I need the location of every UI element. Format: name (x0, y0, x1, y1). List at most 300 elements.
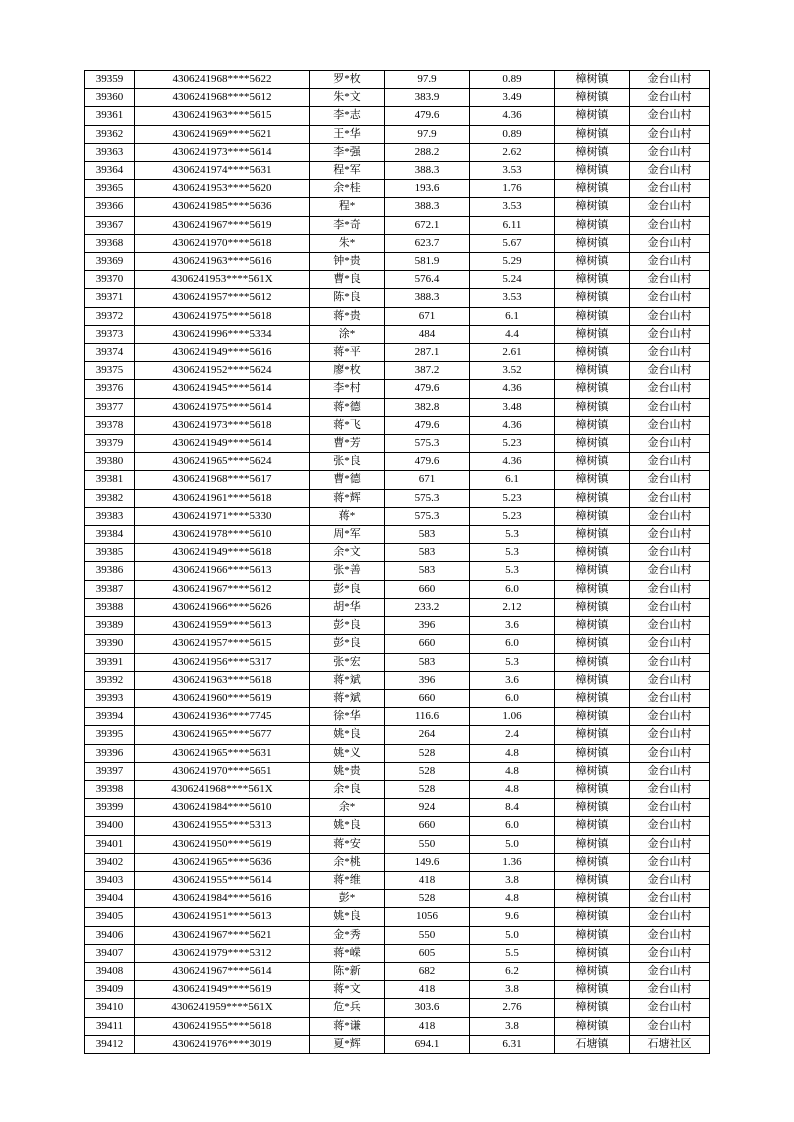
cell-area: 6.1 (470, 307, 555, 325)
cell-village: 金台山村 (630, 325, 710, 343)
table-row (85, 1017, 710, 1035)
cell-id-number: 4306241952****5624 (135, 362, 310, 380)
cell-amount: 528 (385, 744, 470, 762)
beneficiary-table (84, 70, 710, 1054)
cell-area: 1.76 (470, 180, 555, 198)
table-row (85, 981, 710, 999)
cell-seq: 39359 (85, 71, 135, 89)
table-row (85, 162, 710, 180)
cell-id-number: 4306241979****5312 (135, 944, 310, 962)
cell-area: 1.36 (470, 853, 555, 871)
cell-amount: 671 (385, 471, 470, 489)
table-row (85, 198, 710, 216)
cell-name: 蒋*斌 (310, 689, 385, 707)
cell-village: 金台山村 (630, 71, 710, 89)
cell-town: 樟树镇 (555, 744, 630, 762)
cell-id-number: 4306241975****5614 (135, 398, 310, 416)
cell-name: 蒋*贵 (310, 307, 385, 325)
cell-town: 樟树镇 (555, 762, 630, 780)
cell-amount: 97.9 (385, 125, 470, 143)
cell-name: 钟*贵 (310, 253, 385, 271)
cell-village: 金台山村 (630, 744, 710, 762)
cell-village: 金台山村 (630, 890, 710, 908)
cell-village: 金台山村 (630, 435, 710, 453)
cell-village: 金台山村 (630, 817, 710, 835)
cell-id-number: 4306241953****561X (135, 271, 310, 289)
cell-town: 樟树镇 (555, 380, 630, 398)
cell-seq: 39383 (85, 507, 135, 525)
table-row (85, 598, 710, 616)
cell-amount: 479.6 (385, 107, 470, 125)
cell-amount: 576.4 (385, 271, 470, 289)
cell-seq: 39372 (85, 307, 135, 325)
cell-amount: 660 (385, 580, 470, 598)
cell-seq: 39404 (85, 890, 135, 908)
table-row (85, 325, 710, 343)
cell-amount: 528 (385, 762, 470, 780)
cell-town: 樟树镇 (555, 507, 630, 525)
cell-seq: 39389 (85, 617, 135, 635)
cell-village: 石塘社区 (630, 1035, 710, 1053)
cell-seq: 39394 (85, 708, 135, 726)
cell-town: 樟树镇 (555, 617, 630, 635)
cell-village: 金台山村 (630, 344, 710, 362)
table-row (85, 344, 710, 362)
cell-id-number: 4306241965****5631 (135, 744, 310, 762)
cell-seq: 39395 (85, 726, 135, 744)
cell-name: 蒋*德 (310, 398, 385, 416)
cell-area: 2.4 (470, 726, 555, 744)
cell-name: 余*桃 (310, 853, 385, 871)
cell-area: 6.0 (470, 689, 555, 707)
cell-amount: 575.3 (385, 435, 470, 453)
table-row (85, 744, 710, 762)
cell-id-number: 4306241956****5317 (135, 653, 310, 671)
cell-name: 周*军 (310, 526, 385, 544)
cell-town: 樟树镇 (555, 89, 630, 107)
cell-id-number: 4306241967****5614 (135, 962, 310, 980)
cell-village: 金台山村 (630, 307, 710, 325)
cell-village: 金台山村 (630, 362, 710, 380)
cell-amount: 388.3 (385, 289, 470, 307)
cell-amount: 550 (385, 835, 470, 853)
cell-town: 樟树镇 (555, 453, 630, 471)
cell-name: 王*华 (310, 125, 385, 143)
cell-area: 9.6 (470, 908, 555, 926)
cell-town: 樟树镇 (555, 162, 630, 180)
cell-area: 6.11 (470, 216, 555, 234)
table-row (85, 908, 710, 926)
cell-village: 金台山村 (630, 198, 710, 216)
cell-town: 樟树镇 (555, 653, 630, 671)
cell-village: 金台山村 (630, 180, 710, 198)
cell-area: 5.0 (470, 835, 555, 853)
cell-town: 樟树镇 (555, 580, 630, 598)
table-row (85, 562, 710, 580)
cell-village: 金台山村 (630, 380, 710, 398)
cell-village: 金台山村 (630, 471, 710, 489)
cell-name: 胡*华 (310, 598, 385, 616)
cell-id-number: 4306241957****5615 (135, 635, 310, 653)
cell-town: 樟树镇 (555, 180, 630, 198)
cell-area: 2.12 (470, 598, 555, 616)
cell-village: 金台山村 (630, 216, 710, 234)
cell-seq: 39366 (85, 198, 135, 216)
cell-town: 樟树镇 (555, 416, 630, 434)
cell-seq: 39411 (85, 1017, 135, 1035)
cell-area: 4.36 (470, 107, 555, 125)
cell-village: 金台山村 (630, 762, 710, 780)
cell-name: 余*桂 (310, 180, 385, 198)
cell-seq: 39405 (85, 908, 135, 926)
cell-id-number: 4306241960****5619 (135, 689, 310, 707)
cell-area: 4.8 (470, 780, 555, 798)
table-row (85, 216, 710, 234)
cell-id-number: 4306241949****5616 (135, 344, 310, 362)
table-row (85, 999, 710, 1017)
cell-town: 樟树镇 (555, 780, 630, 798)
cell-amount: 660 (385, 635, 470, 653)
cell-name: 张*宏 (310, 653, 385, 671)
cell-id-number: 4306241971****5330 (135, 507, 310, 525)
table-row (85, 853, 710, 871)
cell-area: 6.0 (470, 635, 555, 653)
cell-seq: 39382 (85, 489, 135, 507)
table-row (85, 762, 710, 780)
cell-village: 金台山村 (630, 926, 710, 944)
cell-name: 蒋*文 (310, 981, 385, 999)
table-row (85, 962, 710, 980)
table-row (85, 617, 710, 635)
table-row (85, 544, 710, 562)
cell-seq: 39380 (85, 453, 135, 471)
cell-town: 樟树镇 (555, 853, 630, 871)
cell-amount: 388.3 (385, 198, 470, 216)
cell-seq: 39398 (85, 780, 135, 798)
cell-village: 金台山村 (630, 871, 710, 889)
cell-village: 金台山村 (630, 416, 710, 434)
table-row (85, 780, 710, 798)
cell-town: 樟树镇 (555, 253, 630, 271)
table-row (85, 289, 710, 307)
cell-id-number: 4306241967****5621 (135, 926, 310, 944)
cell-town: 樟树镇 (555, 489, 630, 507)
cell-amount: 418 (385, 981, 470, 999)
cell-town: 樟树镇 (555, 71, 630, 89)
table-row (85, 689, 710, 707)
cell-amount: 479.6 (385, 416, 470, 434)
cell-village: 金台山村 (630, 708, 710, 726)
cell-seq: 39392 (85, 671, 135, 689)
cell-amount: 418 (385, 1017, 470, 1035)
cell-id-number: 4306241984****5616 (135, 890, 310, 908)
cell-seq: 39365 (85, 180, 135, 198)
table-row (85, 671, 710, 689)
cell-name: 蒋* (310, 507, 385, 525)
cell-id-number: 4306241973****5614 (135, 143, 310, 161)
cell-town: 樟树镇 (555, 544, 630, 562)
cell-town: 樟树镇 (555, 289, 630, 307)
cell-town: 樟树镇 (555, 143, 630, 161)
cell-name: 余*文 (310, 544, 385, 562)
cell-id-number: 4306241967****5619 (135, 216, 310, 234)
cell-amount: 479.6 (385, 380, 470, 398)
cell-name: 李*村 (310, 380, 385, 398)
cell-id-number: 4306241975****5618 (135, 307, 310, 325)
cell-seq: 39385 (85, 544, 135, 562)
cell-amount: 396 (385, 671, 470, 689)
cell-amount: 583 (385, 562, 470, 580)
cell-area: 0.89 (470, 71, 555, 89)
cell-name: 姚*贵 (310, 762, 385, 780)
cell-town: 樟树镇 (555, 708, 630, 726)
cell-id-number: 4306241966****5626 (135, 598, 310, 616)
cell-area: 6.0 (470, 817, 555, 835)
cell-id-number: 4306241959****5613 (135, 617, 310, 635)
cell-id-number: 4306241950****5619 (135, 835, 310, 853)
cell-id-number: 4306241968****5612 (135, 89, 310, 107)
cell-amount: 382.8 (385, 398, 470, 416)
cell-id-number: 4306241963****5616 (135, 253, 310, 271)
cell-village: 金台山村 (630, 981, 710, 999)
cell-village: 金台山村 (630, 726, 710, 744)
cell-amount: 623.7 (385, 234, 470, 252)
cell-id-number: 4306241968****5622 (135, 71, 310, 89)
cell-amount: 484 (385, 325, 470, 343)
cell-seq: 39379 (85, 435, 135, 453)
cell-town: 樟树镇 (555, 216, 630, 234)
cell-id-number: 4306241936****7745 (135, 708, 310, 726)
cell-area: 8.4 (470, 799, 555, 817)
cell-area: 5.24 (470, 271, 555, 289)
cell-seq: 39363 (85, 143, 135, 161)
cell-id-number: 4306241959****561X (135, 999, 310, 1017)
cell-id-number: 4306241966****5613 (135, 562, 310, 580)
cell-village: 金台山村 (630, 908, 710, 926)
cell-name: 危*兵 (310, 999, 385, 1017)
cell-id-number: 4306241984****5610 (135, 799, 310, 817)
cell-name: 张*善 (310, 562, 385, 580)
cell-village: 金台山村 (630, 453, 710, 471)
cell-area: 5.23 (470, 489, 555, 507)
cell-name: 彭*良 (310, 617, 385, 635)
cell-name: 程*军 (310, 162, 385, 180)
cell-town: 樟树镇 (555, 835, 630, 853)
table-row (85, 271, 710, 289)
cell-seq: 39360 (85, 89, 135, 107)
cell-town: 樟树镇 (555, 362, 630, 380)
cell-name: 蒋*谦 (310, 1017, 385, 1035)
cell-village: 金台山村 (630, 944, 710, 962)
cell-village: 金台山村 (630, 398, 710, 416)
cell-area: 2.61 (470, 344, 555, 362)
cell-village: 金台山村 (630, 234, 710, 252)
table-row (85, 307, 710, 325)
cell-id-number: 4306241957****5612 (135, 289, 310, 307)
cell-seq: 39400 (85, 817, 135, 835)
cell-amount: 287.1 (385, 344, 470, 362)
cell-area: 5.3 (470, 544, 555, 562)
cell-town: 樟树镇 (555, 234, 630, 252)
cell-amount: 396 (385, 617, 470, 635)
cell-village: 金台山村 (630, 780, 710, 798)
cell-name: 彭*良 (310, 580, 385, 598)
cell-area: 5.29 (470, 253, 555, 271)
cell-village: 金台山村 (630, 853, 710, 871)
cell-name: 陈*良 (310, 289, 385, 307)
cell-town: 樟树镇 (555, 799, 630, 817)
table-row (85, 453, 710, 471)
cell-seq: 39390 (85, 635, 135, 653)
cell-seq: 39386 (85, 562, 135, 580)
cell-amount: 605 (385, 944, 470, 962)
cell-village: 金台山村 (630, 507, 710, 525)
cell-village: 金台山村 (630, 162, 710, 180)
cell-id-number: 4306241951****5613 (135, 908, 310, 926)
cell-name: 彭* (310, 890, 385, 908)
cell-amount: 383.9 (385, 89, 470, 107)
cell-id-number: 4306241955****5618 (135, 1017, 310, 1035)
cell-amount: 418 (385, 871, 470, 889)
cell-area: 3.53 (470, 162, 555, 180)
cell-seq: 39384 (85, 526, 135, 544)
cell-amount: 671 (385, 307, 470, 325)
cell-village: 金台山村 (630, 107, 710, 125)
cell-seq: 39368 (85, 234, 135, 252)
cell-area: 4.8 (470, 890, 555, 908)
cell-area: 5.3 (470, 562, 555, 580)
cell-name: 曹*德 (310, 471, 385, 489)
cell-name: 李*强 (310, 143, 385, 161)
table-row (85, 253, 710, 271)
cell-seq: 39393 (85, 689, 135, 707)
cell-seq: 39399 (85, 799, 135, 817)
cell-name: 姚*良 (310, 726, 385, 744)
cell-id-number: 4306241965****5624 (135, 453, 310, 471)
cell-town: 樟树镇 (555, 926, 630, 944)
cell-town: 樟树镇 (555, 307, 630, 325)
cell-seq: 39364 (85, 162, 135, 180)
cell-name: 曹*芳 (310, 435, 385, 453)
cell-village: 金台山村 (630, 799, 710, 817)
cell-name: 余*良 (310, 780, 385, 798)
cell-area: 3.8 (470, 871, 555, 889)
cell-town: 樟树镇 (555, 398, 630, 416)
table-row (85, 580, 710, 598)
cell-village: 金台山村 (630, 835, 710, 853)
cell-name: 蒋*嵘 (310, 944, 385, 962)
cell-amount: 233.2 (385, 598, 470, 616)
cell-area: 6.0 (470, 580, 555, 598)
cell-amount: 193.6 (385, 180, 470, 198)
table-row (85, 435, 710, 453)
table-row (85, 1035, 710, 1053)
cell-seq: 39396 (85, 744, 135, 762)
cell-name: 程* (310, 198, 385, 216)
table-row (85, 489, 710, 507)
cell-town: 樟树镇 (555, 817, 630, 835)
cell-name: 蒋*斌 (310, 671, 385, 689)
cell-area: 5.3 (470, 653, 555, 671)
cell-village: 金台山村 (630, 289, 710, 307)
cell-name: 罗*枚 (310, 71, 385, 89)
cell-id-number: 4306241955****5313 (135, 817, 310, 835)
cell-village: 金台山村 (630, 580, 710, 598)
cell-village: 金台山村 (630, 999, 710, 1017)
cell-id-number: 4306241965****5636 (135, 853, 310, 871)
cell-name: 彭*良 (310, 635, 385, 653)
cell-name: 蒋*维 (310, 871, 385, 889)
cell-name: 蒋*平 (310, 344, 385, 362)
cell-id-number: 4306241974****5631 (135, 162, 310, 180)
cell-amount: 583 (385, 526, 470, 544)
cell-name: 张*良 (310, 453, 385, 471)
cell-seq: 39373 (85, 325, 135, 343)
cell-amount: 387.2 (385, 362, 470, 380)
cell-amount: 660 (385, 689, 470, 707)
cell-town: 樟树镇 (555, 944, 630, 962)
cell-village: 金台山村 (630, 562, 710, 580)
cell-seq: 39403 (85, 871, 135, 889)
cell-village: 金台山村 (630, 489, 710, 507)
table-row (85, 71, 710, 89)
cell-area: 3.6 (470, 617, 555, 635)
table-row (85, 89, 710, 107)
cell-area: 6.2 (470, 962, 555, 980)
cell-id-number: 4306241945****5614 (135, 380, 310, 398)
cell-amount: 575.3 (385, 507, 470, 525)
cell-seq: 39378 (85, 416, 135, 434)
cell-town: 樟树镇 (555, 125, 630, 143)
cell-area: 3.48 (470, 398, 555, 416)
cell-area: 5.3 (470, 526, 555, 544)
table-row (85, 926, 710, 944)
cell-village: 金台山村 (630, 962, 710, 980)
cell-town: 樟树镇 (555, 344, 630, 362)
cell-village: 金台山村 (630, 671, 710, 689)
cell-name: 曹*良 (310, 271, 385, 289)
cell-area: 4.4 (470, 325, 555, 343)
cell-town: 樟树镇 (555, 981, 630, 999)
cell-seq: 39376 (85, 380, 135, 398)
cell-id-number: 4306241955****5614 (135, 871, 310, 889)
cell-town: 樟树镇 (555, 198, 630, 216)
cell-amount: 1056 (385, 908, 470, 926)
cell-area: 5.5 (470, 944, 555, 962)
cell-amount: 528 (385, 890, 470, 908)
cell-name: 蒋*安 (310, 835, 385, 853)
cell-name: 夏*辉 (310, 1035, 385, 1053)
cell-id-number: 4306241963****5618 (135, 671, 310, 689)
table-row (85, 143, 710, 161)
cell-name: 朱* (310, 234, 385, 252)
cell-town: 石塘镇 (555, 1035, 630, 1053)
cell-area: 5.67 (470, 234, 555, 252)
cell-town: 樟树镇 (555, 635, 630, 653)
table-row (85, 398, 710, 416)
cell-town: 樟树镇 (555, 107, 630, 125)
table-row (85, 726, 710, 744)
cell-village: 金台山村 (630, 253, 710, 271)
cell-village: 金台山村 (630, 143, 710, 161)
cell-town: 樟树镇 (555, 999, 630, 1017)
cell-name: 陈*新 (310, 962, 385, 980)
cell-name: 姚*义 (310, 744, 385, 762)
cell-town: 樟树镇 (555, 908, 630, 926)
cell-area: 3.52 (470, 362, 555, 380)
cell-area: 4.8 (470, 762, 555, 780)
cell-name: 姚*良 (310, 908, 385, 926)
